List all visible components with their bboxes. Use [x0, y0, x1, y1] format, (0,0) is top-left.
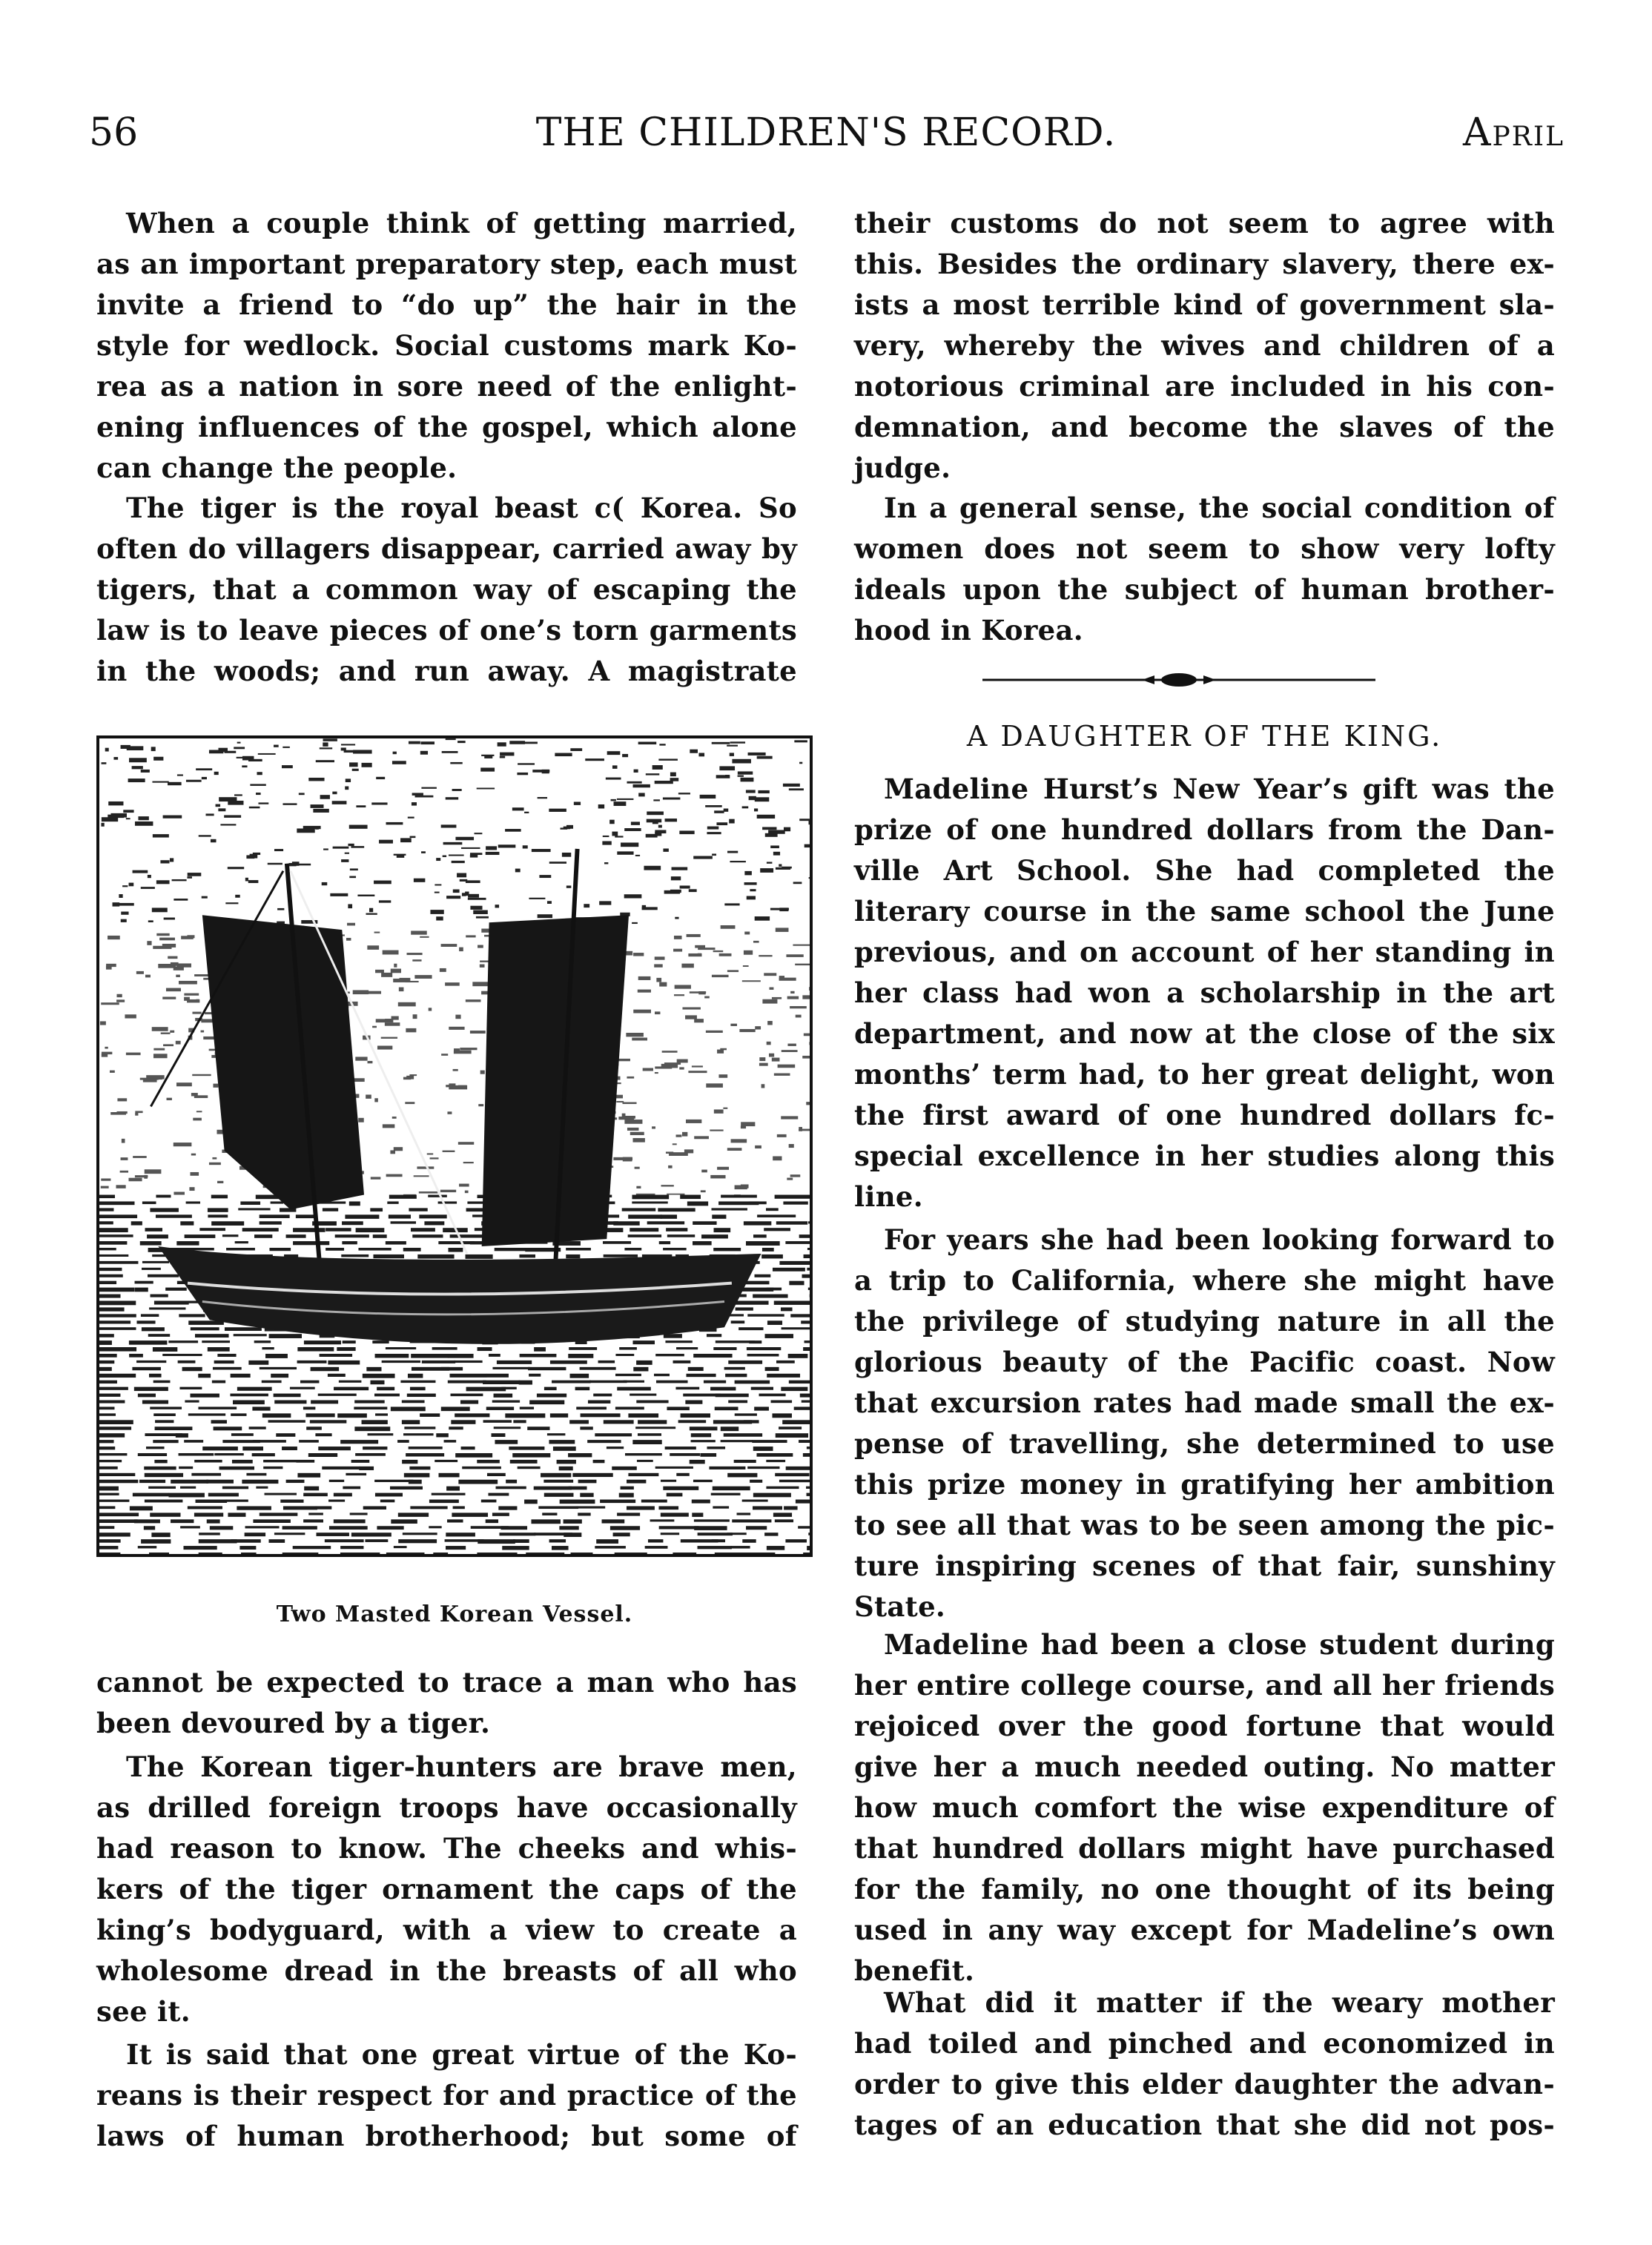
text-line: In a general sense, the social condition of [884, 492, 1555, 524]
text-line: her entire college course, and all her friends [854, 1669, 1555, 1702]
text-line: tages of an education that she did not pos- [854, 2109, 1555, 2141]
korean-vessel-illustration [96, 735, 813, 1557]
text-line: rea as a nation in sore need of the enlight- [96, 370, 797, 403]
section-divider-ornament [982, 667, 1375, 692]
text-line: judge. [854, 452, 951, 484]
text-line: women does not seem to show very lofty [854, 532, 1555, 565]
text-line: her class had won a scholarship in the art [854, 976, 1555, 1009]
paragraph [854, 1983, 1555, 2146]
text-line: ture inspiring scenes of that fair, sunshiny [854, 1550, 1555, 1582]
text-line: line. [854, 1180, 923, 1213]
text-line: pense of travelling, she determined to use [854, 1427, 1555, 1460]
text-line: department, and now at the close of the six [854, 1017, 1555, 1050]
text-line: Madeline had been a close student during [884, 1628, 1555, 1661]
page-number: 56 [89, 110, 139, 155]
text-line: to see all that was to be seen among the pic- [854, 1509, 1555, 1541]
text-line: this. Besides the ordinary slavery, there ex- [854, 248, 1555, 280]
text-line: The Korean tiger-hunters are brave men, [126, 1750, 797, 1783]
front-sail [482, 915, 629, 1246]
text-line: The tiger is the royal beast c( Korea. So [126, 492, 797, 524]
text-line: can change the people. [96, 452, 457, 484]
text-line: ening influences of the gospel, which alone [96, 411, 797, 443]
text-line: tigers, that a common way of escaping the [96, 573, 797, 606]
text-line: invite a friend to “do up” the hair in the [96, 288, 797, 321]
text-line: For years she had been looking forward to [884, 1223, 1555, 1256]
text-line: ville Art School. She had completed the [854, 854, 1555, 887]
text-line: What did it matter if the weary mother [884, 1986, 1555, 2019]
text-line: that excursion rates had made small the ex- [854, 1386, 1555, 1419]
issue-month: April [1462, 110, 1565, 155]
text-line: had reason to know. The cheeks and whis- [96, 1832, 797, 1865]
text-line: order to give this elder daughter the advan- [854, 2068, 1555, 2100]
text-line: rejoiced over the good fortune that would [854, 1710, 1555, 1742]
text-line: how much comfort the wise expenditure of [854, 1791, 1555, 1824]
text-line: months’ term had, to her great delight, won [854, 1058, 1555, 1091]
text-line: Madeline Hurst’s New Year’s gift was the [884, 773, 1555, 805]
sky-engraving [100, 738, 810, 1211]
text-line: style for wedlock. Social customs mark Ko- [96, 329, 797, 362]
text-line: as drilled foreign troops have occasionally [96, 1791, 797, 1824]
paragraph [854, 1220, 1555, 1627]
text-line: see it. [96, 1995, 191, 2028]
text-line: cannot be expected to trace a man who has [96, 1666, 797, 1699]
paragraph [854, 203, 1555, 489]
text-line: kers of the tiger ornament the caps of the [96, 1873, 797, 1905]
text-line: as an important preparatory step, each must [96, 248, 797, 280]
text-line: glorious beauty of the Pacific coast. Now [854, 1346, 1555, 1378]
text-line: law is to leave pieces of one’s torn garments [96, 614, 797, 647]
figure-caption: Two Masted Korean Vessel. [276, 1601, 633, 1627]
text-line: that hundred dollars might have purchased [854, 1832, 1555, 1865]
publication-title: THE CHILDREN'S RECORD. [535, 110, 1117, 155]
paragraph [96, 203, 797, 489]
paragraph [96, 2034, 797, 2157]
text-line: give her a much needed outing. No matter [854, 1750, 1555, 1783]
text-line: ideals upon the subject of human brother- [854, 573, 1555, 606]
text-line: When a couple think of getting married, [126, 207, 797, 239]
article-title: A DAUGHTER OF THE KING. [966, 720, 1443, 753]
text-line: ists a most terrible kind of government sla- [854, 288, 1555, 321]
text-line: It is said that one great virtue of the Ko- [126, 2038, 797, 2071]
text-line: very, whereby the wives and children of a [854, 329, 1555, 362]
text-line: the first award of one hundred dollars fc- [854, 1099, 1555, 1131]
text-line: literary course in the same school the June [854, 895, 1555, 928]
text-line: the privilege of studying nature in all the [854, 1305, 1555, 1338]
text-line: benefit. [854, 1954, 975, 1987]
text-line: their customs do not seem to agree with [854, 207, 1555, 239]
text-line: in the woods; and run away. A magistrate [96, 655, 797, 687]
text-line: king’s bodyguard, with a view to create a [96, 1914, 797, 1946]
text-line: notorious criminal are included in his con- [854, 370, 1555, 403]
text-line: been devoured by a tiger. [96, 1707, 491, 1739]
text-line: wholesome dread in the breasts of all who [96, 1954, 797, 1987]
text-line: had toiled and pinched and economized in [854, 2027, 1555, 2060]
text-line: previous, and on account of her standing in [854, 936, 1555, 968]
text-line: this prize money in gratifying her ambition [854, 1468, 1555, 1501]
paragraph [854, 488, 1555, 651]
text-line: demnation, and become the slaves of the [854, 411, 1555, 443]
text-line: State. [854, 1590, 946, 1623]
rear-sail [202, 915, 364, 1209]
text-line: prize of one hundred dollars from the Dan- [854, 813, 1555, 846]
text-line: for the family, no one thought of its being [854, 1873, 1555, 1905]
paragraph [96, 1747, 797, 2032]
text-line: often do villagers disappear, carried away by [96, 532, 797, 565]
paragraph [96, 488, 797, 692]
paragraph [854, 1624, 1555, 1991]
text-line: special excellence in her studies along this [854, 1140, 1555, 1172]
text-line: a trip to California, where she might have [854, 1264, 1555, 1297]
text-line: used in any way except for Madeline’s own [854, 1914, 1555, 1946]
paragraph [854, 769, 1555, 1217]
text-line: reans is their respect for and practice of the [96, 2079, 797, 2112]
text-line: hood in Korea. [854, 614, 1083, 647]
paragraph [96, 1662, 797, 1744]
text-line: laws of human brotherhood; but some of [96, 2120, 797, 2152]
